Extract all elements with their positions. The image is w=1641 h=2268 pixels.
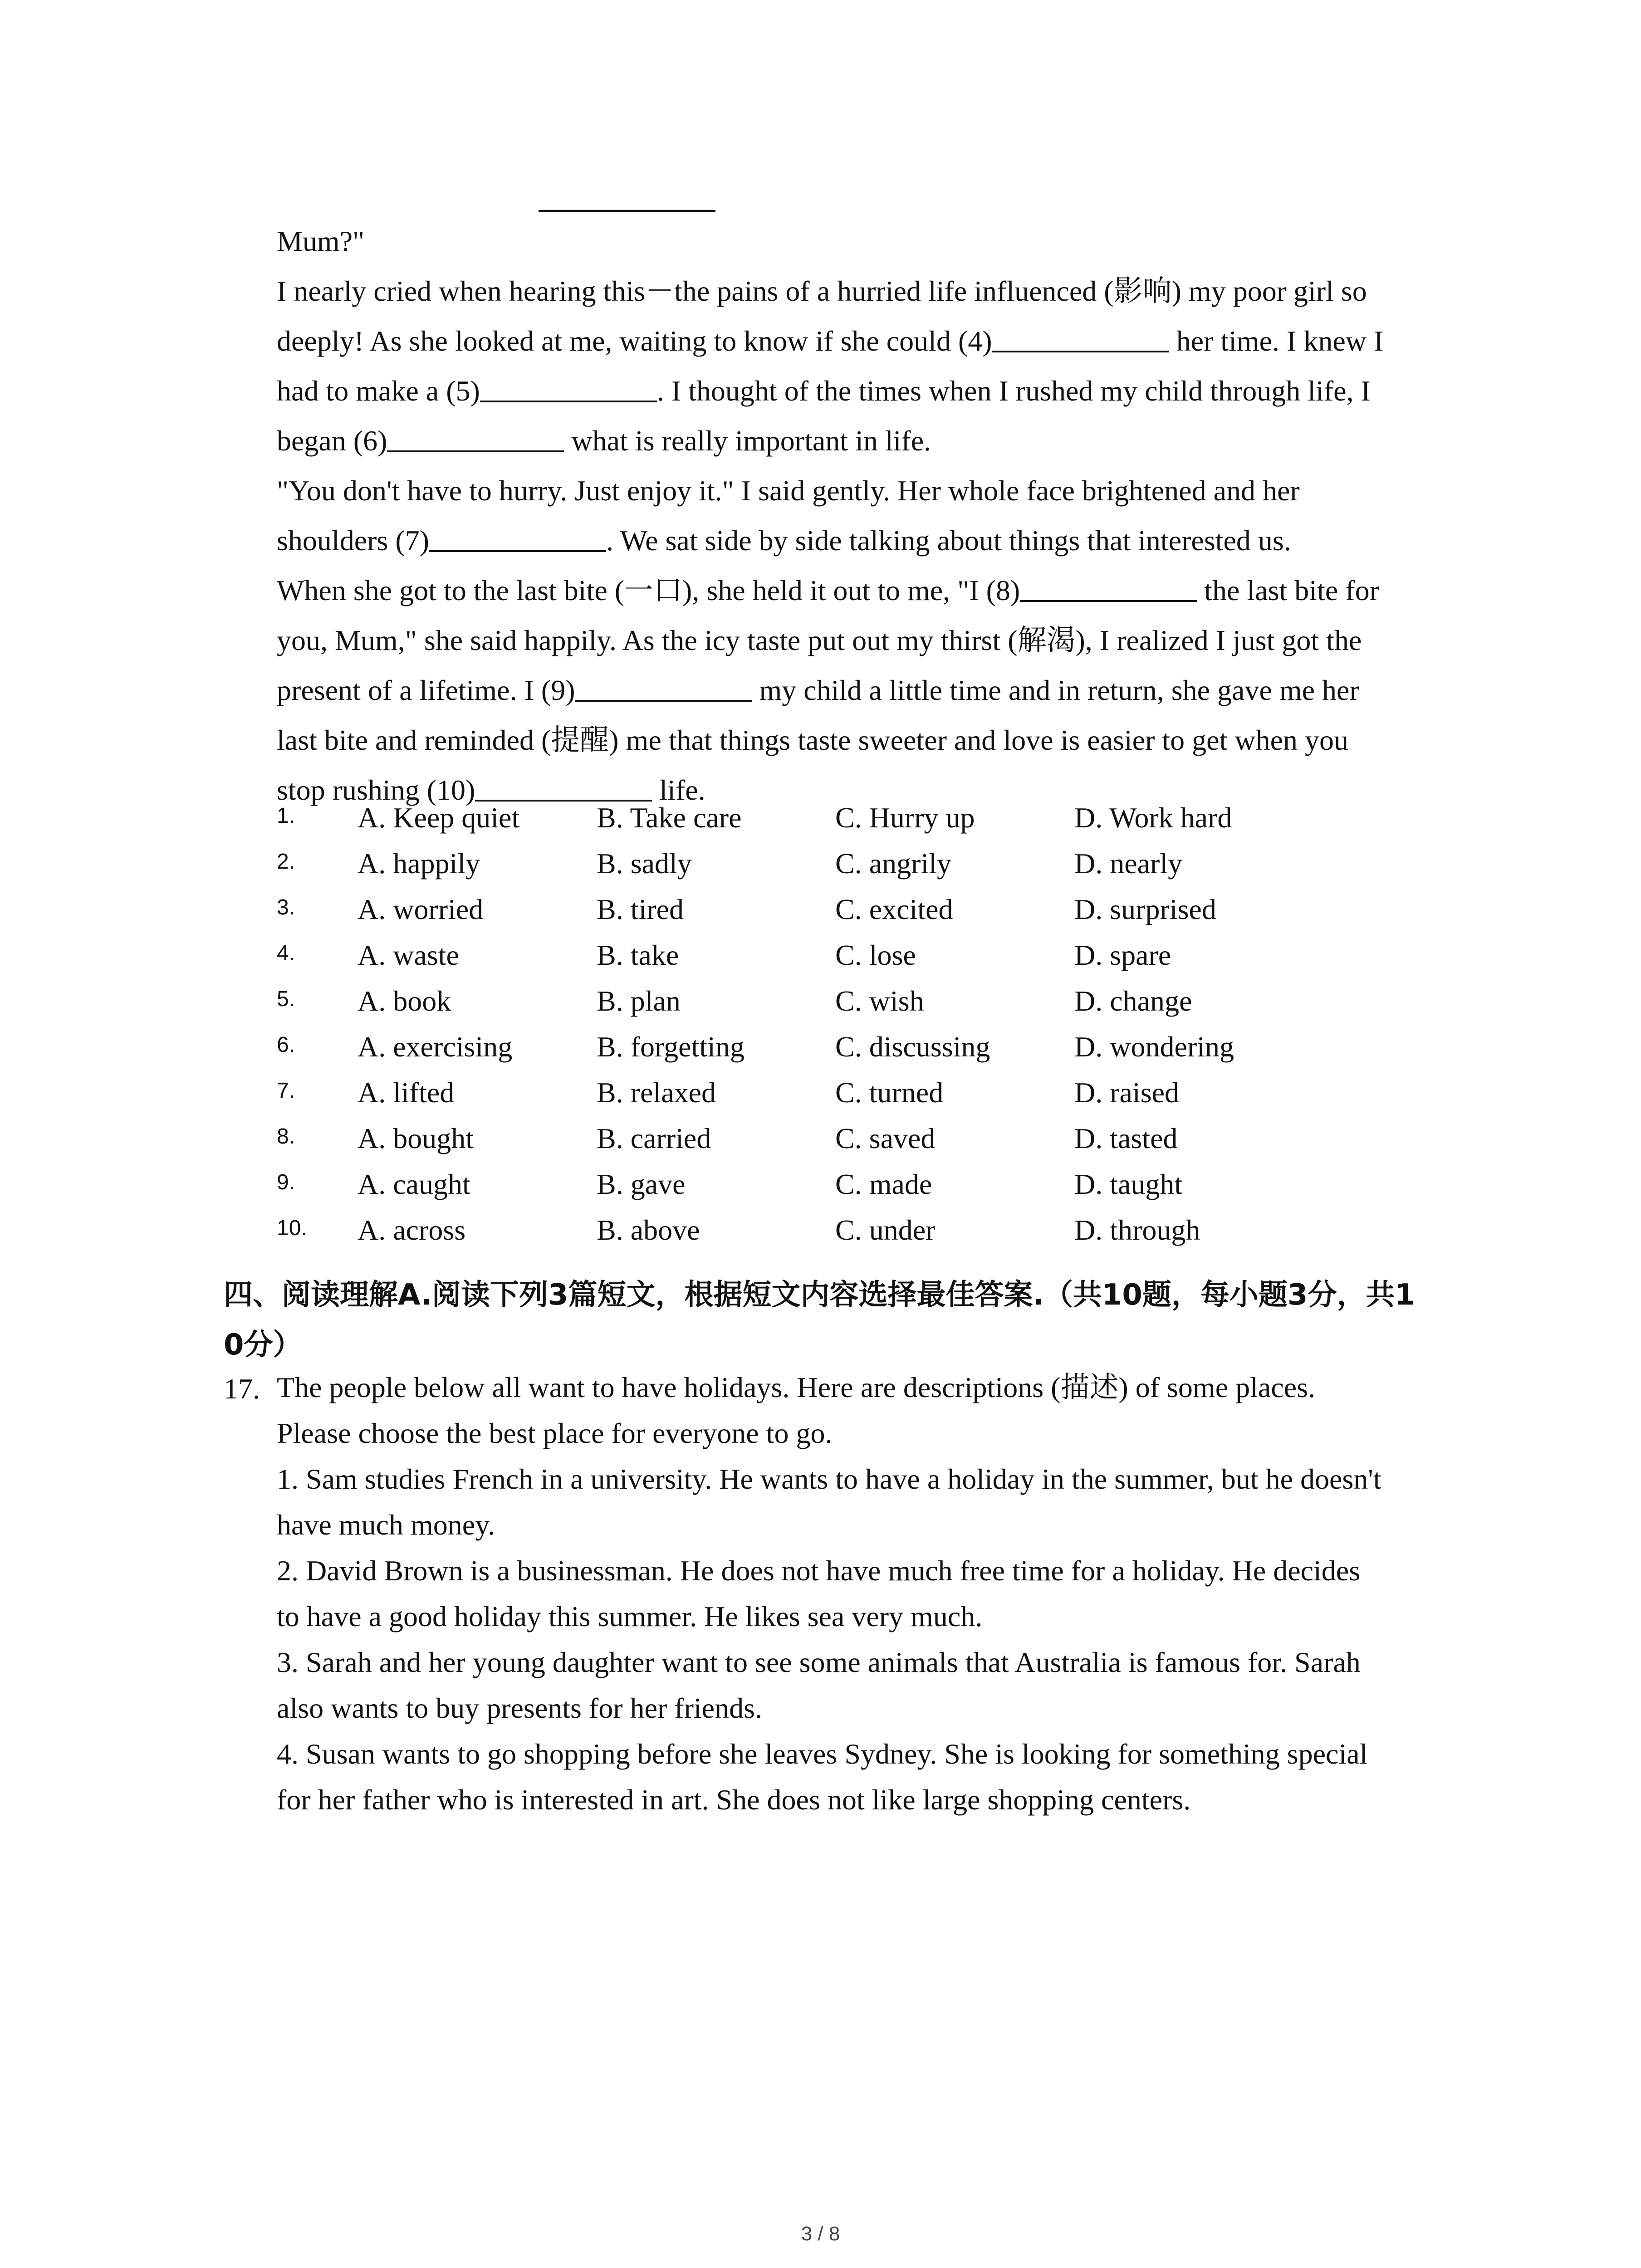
passage-line: Mum?" <box>277 225 365 257</box>
passage-line: shoulders (7) . We sat side by side talking about things that interested us. <box>277 516 1465 566</box>
option-number: 9. <box>277 1170 295 1194</box>
question-line: to have a good holiday this summer. He likes sea very much. <box>277 1600 983 1633</box>
option-d: D. spare <box>1074 939 1171 971</box>
option-b: B. plan <box>597 985 681 1017</box>
option-row <box>272 1210 1361 1256</box>
answer-blank <box>429 522 606 552</box>
option-c: C. lose <box>835 939 916 971</box>
option-row <box>272 981 1361 1026</box>
question-line: The people below all want to have holidays. Here are descriptions (描述) of some places. <box>277 1371 1316 1403</box>
option-row <box>272 797 1361 843</box>
passage-line: I nearly cried when hearing this－the pains of a hurried life influenced (影响) my poor girl so <box>277 275 1367 307</box>
option-b: B. gave <box>597 1168 686 1200</box>
option-a: A. worried <box>358 893 484 925</box>
answer-blank-line <box>539 210 715 212</box>
option-number: 3. <box>277 895 295 919</box>
page-number: 3 / 8 <box>801 2223 840 2245</box>
option-d: D. Work hard <box>1074 802 1232 834</box>
option-a: A. happily <box>358 847 480 880</box>
section-heading-line: 四、阅读理解A.阅读下列3篇短文，根据短文内容选择最佳答案.（共10题，每小题3分，共1 <box>224 1278 1415 1312</box>
option-row <box>272 889 1361 935</box>
option-d: D. raised <box>1074 1076 1180 1109</box>
question-text <box>277 1364 1474 1823</box>
option-c: C. saved <box>835 1122 936 1154</box>
option-d: D. taught <box>1074 1168 1183 1200</box>
option-d: D. wondering <box>1074 1031 1234 1063</box>
option-d: D. surprised <box>1074 893 1216 925</box>
answer-blank <box>1020 572 1197 602</box>
option-c: C. made <box>835 1168 932 1200</box>
option-c: C. turned <box>835 1076 944 1109</box>
answer-blank <box>387 422 564 452</box>
question-line: 4. Susan wants to go shopping before she leaves Sydney. She is looking for something special <box>277 1738 1368 1770</box>
option-c: C. angrily <box>835 847 951 880</box>
option-a: A. book <box>358 985 451 1017</box>
option-b: B. above <box>597 1214 700 1246</box>
option-a: A. exercising <box>358 1031 513 1063</box>
option-a: A. lifted <box>358 1076 455 1109</box>
question-line: also wants to buy presents for her friends. <box>277 1692 762 1724</box>
option-row <box>272 843 1361 889</box>
option-d: D. through <box>1074 1214 1200 1246</box>
question-line: 3. Sarah and her young daughter want to see some animals that Australia is famous for. Sarah <box>277 1646 1361 1678</box>
option-b: B. carried <box>597 1122 711 1154</box>
option-a: A. waste <box>358 939 459 971</box>
option-d: D. change <box>1074 985 1192 1017</box>
option-row <box>272 1072 1361 1118</box>
option-number: 2. <box>277 850 295 874</box>
option-c: C. excited <box>835 893 953 925</box>
passage-line: deeply! As she looked at me, waiting to know if she could (4) her time. I knew I <box>277 317 1465 367</box>
cloze-passage <box>277 217 1465 816</box>
passage-line: last bite and reminded (提醒) me that things taste sweeter and love is easier to get when you <box>277 724 1348 756</box>
option-a: A. caught <box>358 1168 470 1200</box>
question-number: 17. <box>224 1373 260 1405</box>
question-line: 1. Sam studies French in a university. He wants to have a holiday in the summer, but he doesn't <box>277 1463 1381 1495</box>
option-c: C. Hurry up <box>835 802 975 834</box>
option-b: B. forgetting <box>597 1031 745 1063</box>
question-line: have much money. <box>277 1509 495 1541</box>
passage-line: When she got to the last bite (一口), she held it out to me, "I (8) the last bite for <box>277 566 1465 616</box>
option-number: 6. <box>277 1033 295 1057</box>
section-heading <box>224 1270 1449 1370</box>
option-d: D. tasted <box>1074 1122 1178 1154</box>
option-b: B. tired <box>597 893 684 925</box>
question-line: Please choose the best place for everyone to go. <box>277 1417 833 1449</box>
section-heading-line: 0分） <box>224 1328 302 1362</box>
passage-line: you, Mum," she said happily. As the icy taste put out my thirst (解渴), I realized I just got the <box>277 624 1362 656</box>
option-number: 10. <box>277 1216 307 1240</box>
option-b: B. relaxed <box>597 1076 716 1109</box>
passage-line: had to make a (5) . I thought of the times when I rushed my child through life, I <box>277 367 1465 416</box>
option-b: B. Take care <box>597 802 742 834</box>
option-row <box>272 1118 1361 1164</box>
question-line: for her father who is interested in art. She does not like large shopping centers. <box>277 1784 1191 1816</box>
passage-line: began (6) what is really important in life. <box>277 416 1465 466</box>
option-number: 4. <box>277 941 295 965</box>
option-a: A. Keep quiet <box>358 802 520 834</box>
question-line: 2. David Brown is a businessman. He does not have much free time for a holiday. He decides <box>277 1554 1361 1587</box>
option-number: 1. <box>277 804 295 828</box>
option-a: A. bought <box>358 1122 474 1154</box>
answer-blank <box>992 323 1169 352</box>
passage-line: stop rushing (10) life. <box>277 766 1465 816</box>
option-row <box>272 935 1361 981</box>
option-number: 8. <box>277 1124 295 1149</box>
option-c: C. under <box>835 1214 936 1246</box>
option-c: C. wish <box>835 985 924 1017</box>
option-number: 7. <box>277 1079 295 1103</box>
passage-line: "You don't have to hurry. Just enjoy it." I said gently. Her whole face brightened and her <box>277 474 1300 507</box>
option-b: B. sadly <box>597 847 692 880</box>
option-row <box>272 1026 1361 1072</box>
option-a: A. across <box>358 1214 466 1246</box>
answer-blank <box>480 372 657 402</box>
option-d: D. nearly <box>1074 847 1183 880</box>
option-c: C. discussing <box>835 1031 990 1063</box>
answer-options-list <box>272 797 1361 1256</box>
option-number: 5. <box>277 987 295 1011</box>
option-row <box>272 1164 1361 1210</box>
passage-line: present of a lifetime. I (9) my child a little time and in return, she gave me her <box>277 666 1465 716</box>
option-b: B. take <box>597 939 679 971</box>
answer-blank <box>575 672 752 702</box>
